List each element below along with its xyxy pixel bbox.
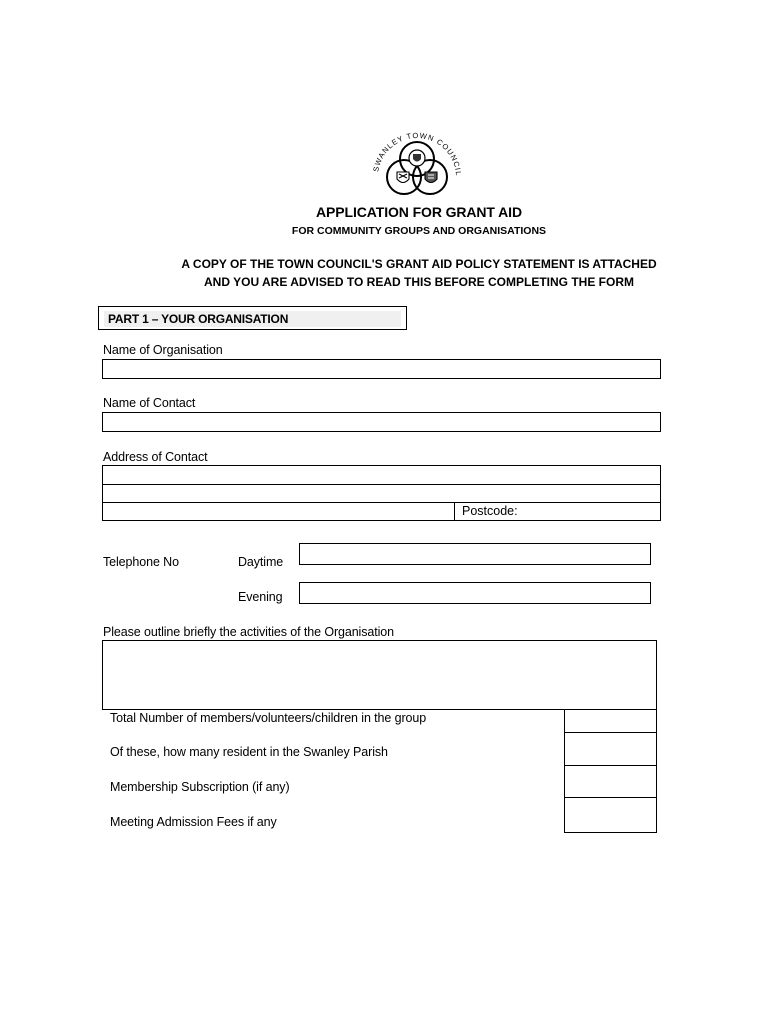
question-admission-fees: Meeting Admission Fees if any bbox=[110, 815, 277, 829]
question-total-members: Total Number of members/volunteers/children in the group bbox=[110, 711, 427, 725]
part1-heading: PART 1 – YOUR ORGANISATION bbox=[108, 312, 289, 326]
address-line-1-field[interactable] bbox=[102, 465, 661, 485]
evening-label: Evening bbox=[238, 590, 283, 604]
address-line-3-field[interactable] bbox=[102, 502, 455, 521]
address-line-2-field[interactable] bbox=[102, 484, 661, 503]
postcode-label: Postcode: bbox=[462, 504, 518, 518]
question-membership-subscription: Membership Subscription (if any) bbox=[110, 780, 290, 794]
form-subtitle: FOR COMMUNITY GROUPS AND ORGANISATIONS bbox=[291, 225, 547, 237]
daytime-label: Daytime bbox=[238, 555, 284, 569]
activities-textarea[interactable] bbox=[102, 640, 657, 710]
notice-line-1: A COPY OF THE TOWN COUNCIL'S GRANT AID POLICY STATEMENT IS ATTACHED bbox=[181, 257, 657, 271]
form-title: APPLICATION FOR GRANT AID bbox=[316, 204, 522, 220]
name-of-organisation-field[interactable] bbox=[102, 359, 661, 379]
total-members-answer[interactable] bbox=[564, 709, 657, 733]
admission-fees-answer[interactable] bbox=[564, 797, 657, 833]
address-of-contact-label: Address of Contact bbox=[103, 450, 208, 464]
membership-subscription-answer[interactable] bbox=[564, 765, 657, 798]
council-crest-icon bbox=[368, 125, 466, 203]
name-of-contact-field[interactable] bbox=[102, 412, 661, 432]
resident-parish-answer[interactable] bbox=[564, 732, 657, 766]
evening-phone-field[interactable] bbox=[299, 582, 651, 604]
council-logo bbox=[368, 125, 466, 203]
daytime-phone-field[interactable] bbox=[299, 543, 651, 565]
part1-heading-box bbox=[98, 306, 407, 330]
logo-text: SWANLEY TOWN COUNCIL bbox=[371, 130, 464, 177]
activities-label: Please outline briefly the activities of the Organisation bbox=[103, 625, 394, 639]
name-of-contact-label: Name of Contact bbox=[103, 396, 196, 410]
question-resident-parish: Of these, how many resident in the Swanley Parish bbox=[110, 745, 388, 759]
name-of-organisation-label: Name of Organisation bbox=[103, 343, 223, 357]
telephone-label: Telephone No bbox=[103, 555, 179, 569]
notice-line-2: AND YOU ARE ADVISED TO READ THIS BEFORE COMPLETING THE FORM bbox=[203, 275, 635, 289]
postcode-field[interactable] bbox=[454, 502, 661, 521]
